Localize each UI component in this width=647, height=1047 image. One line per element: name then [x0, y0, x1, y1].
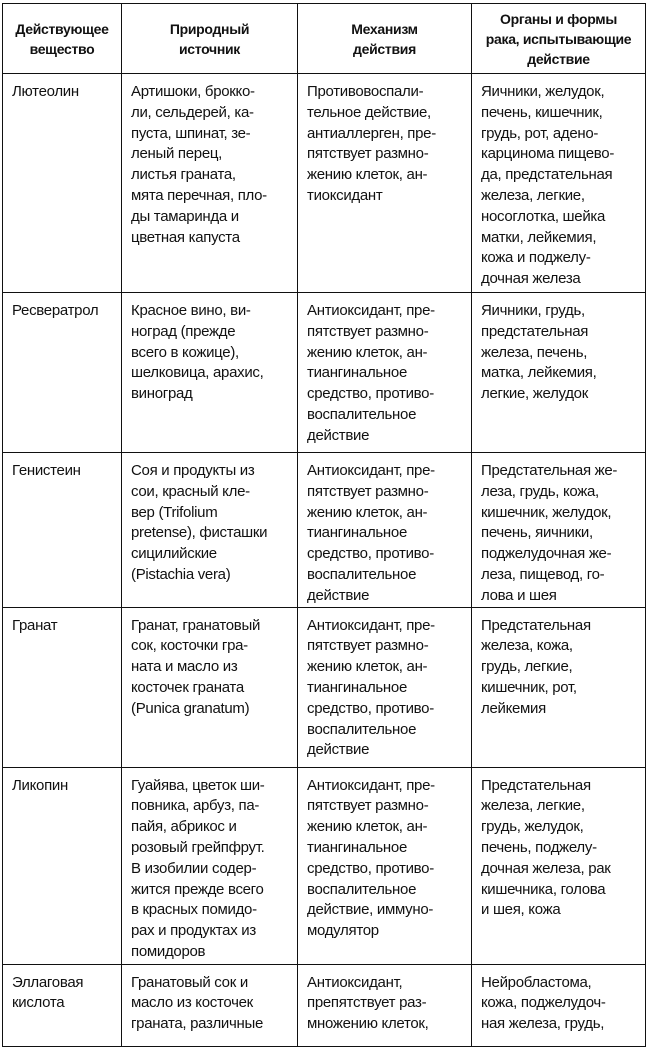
header-line: источник: [178, 40, 241, 57]
cell-line: повника, арбуз, па-: [131, 797, 260, 815]
header-source: [122, 4, 298, 74]
cell-line: сои, красный кле-: [131, 482, 250, 500]
cell-line: Яичники, желудок,: [481, 83, 605, 100]
cell-line: кишечника, голова: [481, 880, 606, 898]
cell-mechanism: [298, 767, 472, 964]
cell-line: ная железа, грудь,: [481, 1015, 605, 1033]
cell-substance: [3, 767, 122, 964]
cell-line: жению клеток, ан-: [307, 658, 428, 676]
cell-line: пятствует размно-: [307, 482, 429, 500]
cell-mechanism: [298, 453, 472, 608]
cell-line: грудь, рот, адено-: [481, 124, 599, 142]
cell-substance: [3, 293, 122, 453]
cell-line: листья граната,: [131, 166, 236, 184]
cell-line: дочная железа: [481, 270, 581, 288]
cell-line: (Punica granatum): [131, 699, 250, 717]
cell-line: матка, лейкемия,: [481, 364, 597, 382]
cell-organs: [472, 964, 646, 1046]
cell-line: пуста, шпинат, зе-: [131, 124, 251, 142]
header-line: вещество: [29, 40, 95, 57]
cell-line: действие, иммуно-: [307, 901, 434, 919]
cell-line: модулятор: [307, 922, 379, 940]
cell-substance: [3, 964, 122, 1046]
cell-line: Гуайява, цветок ши-: [131, 776, 265, 794]
cell-line: масло из косточек: [131, 994, 253, 1012]
substances-table: [2, 3, 646, 1047]
header-line: Природный: [169, 20, 250, 37]
cell-line: легкие, желудок: [481, 385, 588, 403]
cell-line: тиангинальное: [307, 678, 407, 696]
cell-line: предстательная: [481, 322, 589, 340]
cell-organs: [472, 767, 646, 964]
cell-line: печень, поджелу-: [481, 838, 597, 856]
header-line: Механизм: [351, 20, 418, 37]
cell-line: тиоксидант: [307, 186, 383, 204]
cell-line: воспалительное: [307, 720, 417, 738]
cell-line: воспалительное: [307, 565, 417, 583]
cell-line: печень, кишечник,: [481, 103, 603, 121]
cell-line: шелковица, арахис,: [131, 364, 264, 382]
cell-line: Ресвератрол: [12, 302, 99, 319]
table-row: [3, 453, 646, 608]
cell-line: Красное вино, ви-: [131, 302, 251, 319]
cell-line: средство, противо-: [307, 545, 434, 563]
cell-line: пятствует размно-: [307, 145, 429, 163]
cell-source: [122, 767, 298, 964]
cell-line: кишечник, рот,: [481, 678, 577, 696]
cell-source: [122, 293, 298, 453]
cell-line: помидоров: [131, 942, 206, 960]
cell-line: поджелудочная же-: [481, 545, 612, 563]
cell-line: пятствует размно-: [307, 637, 429, 655]
cell-source: [122, 607, 298, 767]
cell-line: антиаллерген, пре-: [307, 124, 436, 142]
cell-line: жению клеток, ан-: [307, 818, 428, 836]
cell-line: грудь, легкие,: [481, 658, 573, 676]
cell-mechanism: [298, 607, 472, 767]
header-line: рака, испытывающие: [485, 30, 632, 47]
cell-line: носоглотка, шейка: [481, 207, 606, 225]
cell-line: Антиоксидант, пре-: [307, 302, 435, 319]
cell-line: ли, сельдерей, ка-: [131, 103, 254, 121]
cell-line: Лютеолин: [12, 83, 79, 100]
cell-organs: [472, 453, 646, 608]
cell-source: [122, 964, 298, 1046]
cell-line: действие: [307, 586, 370, 604]
cell-line: Антиоксидант, пре-: [307, 616, 435, 634]
cell-line: средство, противо-: [307, 859, 434, 877]
cell-line: ната и масло из: [131, 658, 238, 676]
cell-line: леный перец,: [131, 145, 223, 163]
cell-line: тиангинальное: [307, 838, 407, 856]
cell-line: тиангинальное: [307, 524, 407, 542]
cell-line: цветная капуста: [131, 228, 240, 246]
cell-line: воспалительное: [307, 405, 417, 423]
cell-line: да, предстательная: [481, 166, 613, 184]
cell-line: и шея, кожа: [481, 901, 561, 919]
cell-line: жению клеток, ан-: [307, 343, 428, 361]
cell-line: ды тамаринда и: [131, 207, 239, 225]
cell-line: кожа и поджелу-: [481, 249, 591, 267]
header-substance: [3, 4, 122, 74]
cell-line: лова и шея: [481, 586, 557, 604]
cell-line: железа, кожа,: [481, 637, 573, 655]
cell-line: всего в кожице),: [131, 343, 239, 361]
cell-line: железа, легкие,: [481, 797, 585, 815]
cell-line: ноград (прежде: [131, 322, 236, 340]
cell-line: пятствует размно-: [307, 797, 429, 815]
cell-organs: [472, 293, 646, 453]
cell-line: Артишоки, брокко-: [131, 83, 255, 100]
cell-line: Антиоксидант, пре-: [307, 462, 435, 479]
cell-line: железа, легкие,: [481, 186, 585, 204]
cell-line: Генистеин: [12, 462, 81, 479]
cell-line: лейкемия: [481, 699, 546, 717]
cell-line: Яичники, грудь,: [481, 302, 585, 319]
cell-organs: [472, 607, 646, 767]
cell-line: Гранат, гранатовый: [131, 616, 261, 634]
table-row: [3, 767, 646, 964]
cell-line: Противовоспали-: [307, 83, 424, 100]
cell-source: [122, 74, 298, 293]
cell-line: тиангинальное: [307, 364, 407, 382]
cell-line: жению клеток, ан-: [307, 503, 428, 521]
cell-line: пайя, абрикос и: [131, 818, 237, 836]
cell-line: косточек граната: [131, 678, 244, 696]
cell-substance: [3, 607, 122, 767]
cell-line: средство, противо-: [307, 385, 434, 403]
cell-line: действие: [307, 426, 370, 444]
cell-line: грудь, желудок,: [481, 818, 584, 836]
cell-mechanism: [298, 74, 472, 293]
cell-line: Гранатовый сок и: [131, 973, 248, 991]
cell-line: виноград: [131, 385, 193, 403]
cell-line: кожа, поджелудоч-: [481, 994, 606, 1012]
cell-line: воспалительное: [307, 880, 417, 898]
header-organs: [472, 4, 646, 74]
cell-substance: [3, 74, 122, 293]
cell-line: Соя и продукты из: [131, 462, 255, 479]
table-row: [3, 607, 646, 767]
header-line: Действующее: [15, 20, 109, 37]
cell-line: средство, противо-: [307, 699, 434, 717]
cell-line: В изобилии содер-: [131, 859, 257, 877]
cell-line: Предстательная: [481, 776, 591, 794]
cell-line: леза, грудь, кожа,: [481, 482, 599, 500]
cell-line: пятствует размно-: [307, 322, 429, 340]
cell-line: кишечник, желудок,: [481, 503, 612, 521]
cell-line: (Pistachia vera): [131, 565, 231, 583]
cell-line: жению клеток, ан-: [307, 166, 428, 184]
cell-line: карцинома пищево-: [481, 145, 615, 163]
cell-line: pretense), фисташки: [131, 524, 268, 542]
cell-source: [122, 453, 298, 608]
cell-line: сок, косточки гра-: [131, 637, 248, 655]
cell-line: мята перечная, пло-: [131, 186, 267, 204]
cell-line: Предстательная: [481, 616, 591, 634]
cell-line: в красных помидо-: [131, 901, 257, 919]
cell-mechanism: [298, 964, 472, 1046]
cell-line: Антиоксидант,: [307, 973, 403, 991]
header-line: Органы и формы: [500, 10, 617, 27]
cell-line: Предстательная же-: [481, 462, 618, 479]
table-row: [3, 964, 646, 1046]
cell-line: розовый грейпфрут.: [131, 838, 265, 856]
cell-line: печень, яичники,: [481, 524, 593, 542]
cell-line: железа, печень,: [481, 343, 588, 361]
header-mechanism: [298, 4, 472, 74]
cell-mechanism: [298, 293, 472, 453]
cell-line: Нейробластома,: [481, 973, 592, 991]
cell-line: множению клеток,: [307, 1015, 429, 1033]
cell-line: Ликопин: [12, 776, 68, 794]
table-row: [3, 74, 646, 293]
header-line: действия: [353, 40, 416, 57]
header-line: действие: [527, 50, 590, 67]
cell-line: Эллаговая: [12, 973, 84, 991]
cell-line: сицилийские: [131, 545, 217, 563]
cell-substance: [3, 453, 122, 608]
cell-line: действие: [307, 741, 370, 759]
table-row: [3, 293, 646, 453]
cell-line: рах и продуктах из: [131, 922, 256, 940]
cell-line: препятствует раз-: [307, 994, 427, 1012]
cell-organs: [472, 74, 646, 293]
cell-line: жится прежде всего: [131, 880, 264, 898]
cell-line: Антиоксидант, пре-: [307, 776, 435, 794]
cell-line: Гранат: [12, 616, 58, 634]
cell-line: дочная железа, рак: [481, 859, 611, 877]
cell-line: матки, лейкемия,: [481, 228, 597, 246]
header-row: [3, 4, 646, 74]
cell-line: граната, различные: [131, 1015, 264, 1033]
cell-line: тельное действие,: [307, 103, 431, 121]
cell-line: кислота: [12, 994, 65, 1012]
cell-line: леза, пищевод, го-: [481, 565, 605, 583]
cell-line: вер (Trifolium: [131, 503, 218, 521]
